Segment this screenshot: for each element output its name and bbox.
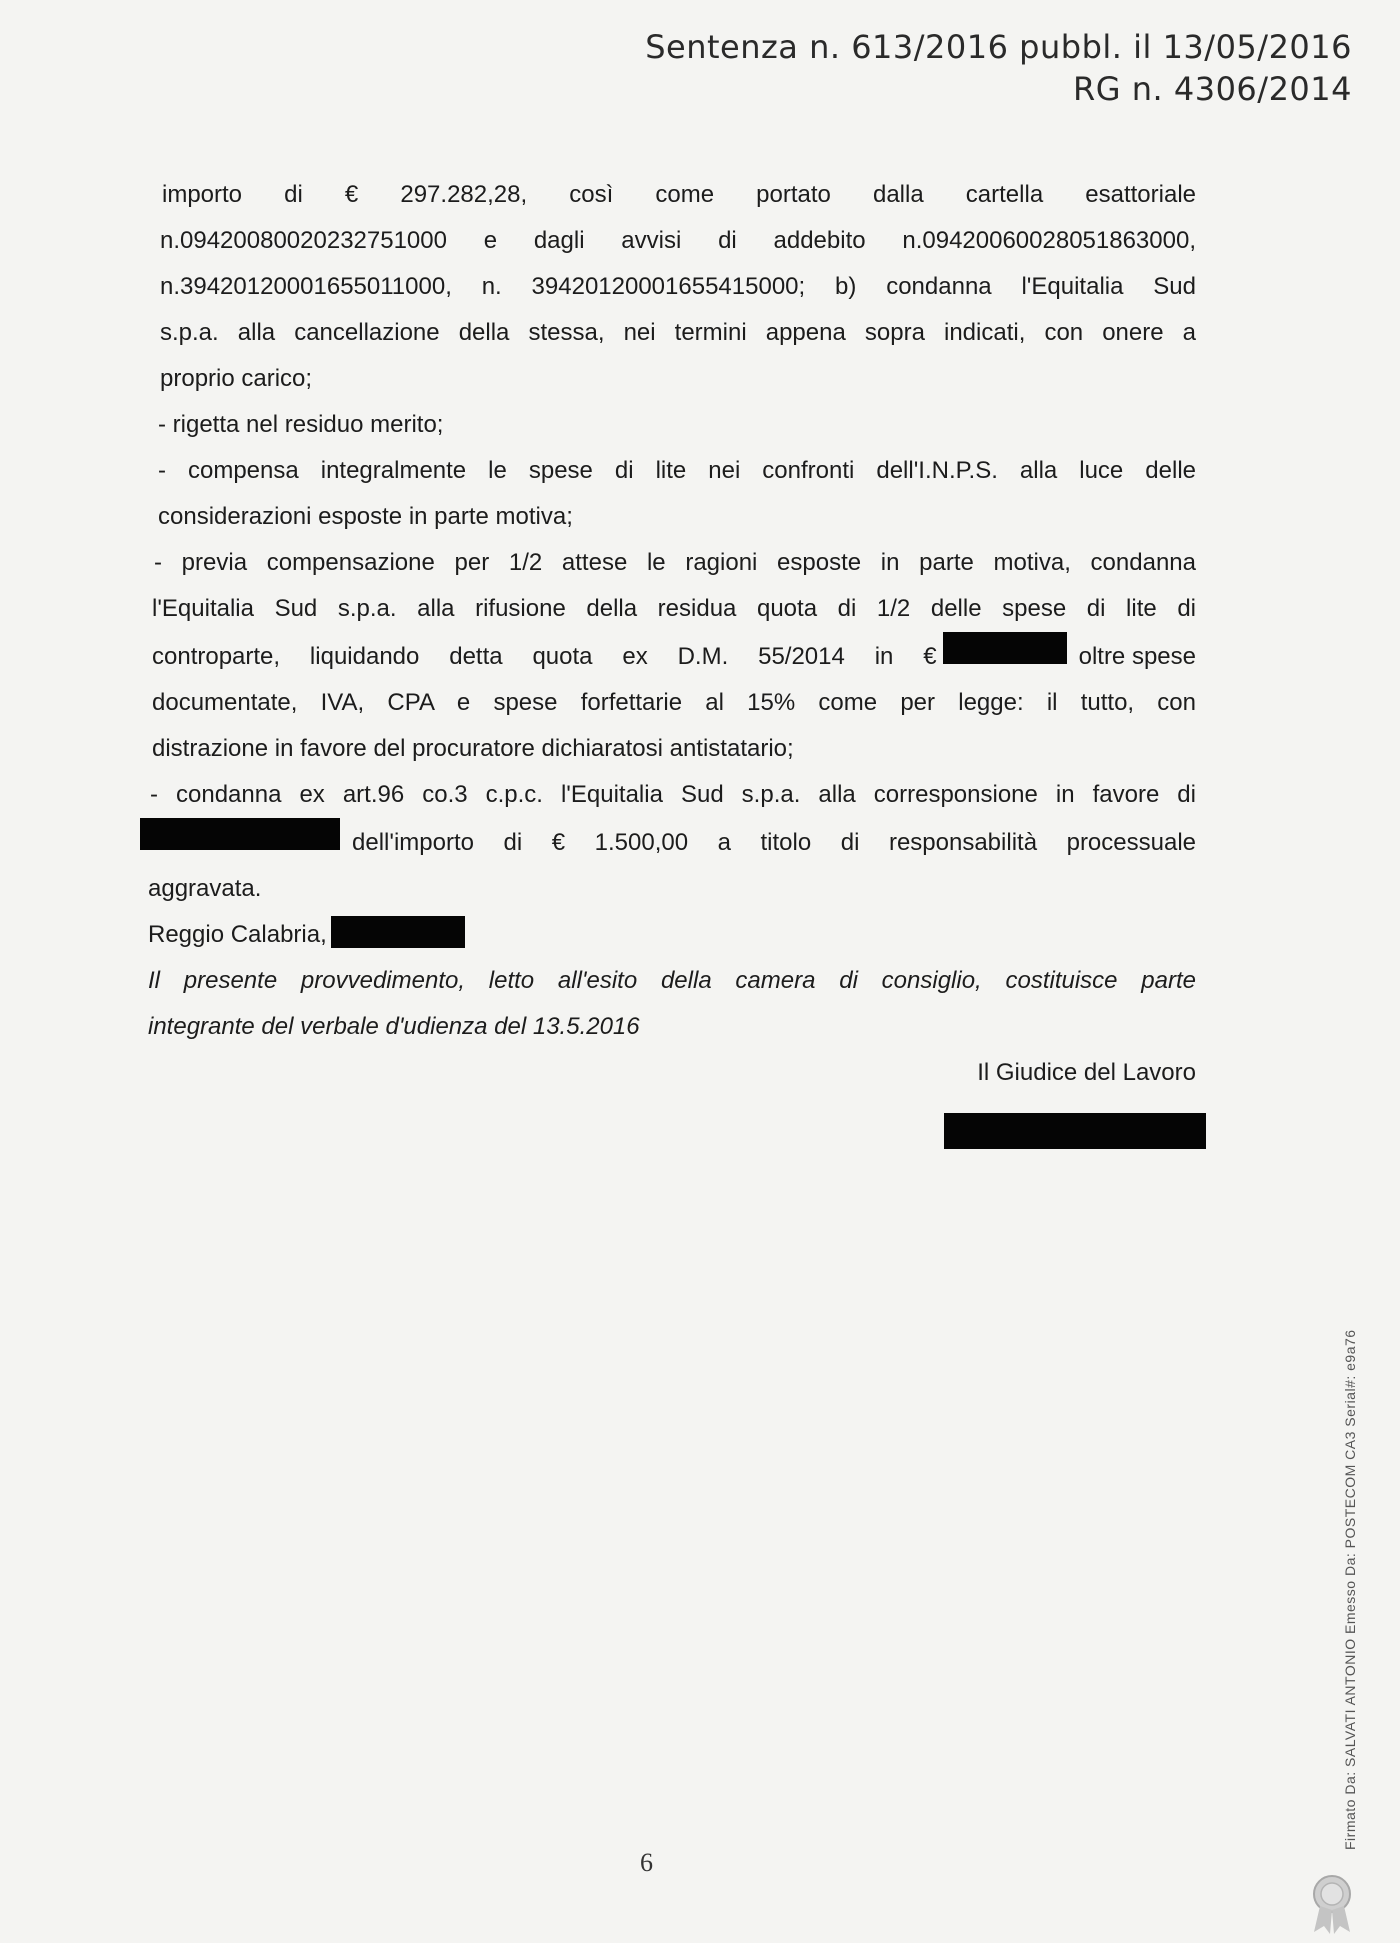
text-line: documentate, IVA, CPA e spese forfettarie al 15% come per legge: il tutto, con: [152, 689, 1196, 716]
text-line-with-redaction: [140, 818, 1196, 866]
document-body: [148, 172, 1196, 1096]
text-line: aggravata.: [148, 875, 262, 902]
case-number: RG n. 4306/2014: [1073, 70, 1352, 108]
seal-ribbon-icon: [1304, 1870, 1360, 1936]
place-label: Reggio Calabria,: [148, 921, 327, 948]
redacted-party-name: [140, 818, 340, 850]
judge-title: Il Giudice del Lavoro: [977, 1059, 1196, 1086]
text-line: l'Equitalia Sud s.p.a. alla rifusione della residua quota di 1/2 delle spese di lite di: [152, 595, 1196, 622]
redacted-date: [331, 916, 465, 948]
redacted-amount: [943, 632, 1067, 664]
text-fragment: dell'importo di € 1.500,00 a titolo di responsabilità processuale: [352, 829, 1196, 856]
place-date-line: [148, 912, 1196, 958]
digital-signature-note: Firmato Da: SALVATI ANTONIO Emesso Da: POSTECOM CA3 Serial#: e9a76: [1342, 1329, 1358, 1850]
text-line-italic: Il presente provvedimento, letto all'esito della camera di consiglio, costituisce parte: [148, 967, 1196, 994]
page-number: 6: [640, 1848, 653, 1877]
text-line: - rigetta nel residuo merito;: [158, 411, 444, 438]
text-line: - previa compensazione per 1/2 attese le ragioni esposte in parte motiva, condanna: [154, 549, 1196, 576]
text-line: - compensa integralmente le spese di lite nei confronti dell'I.N.P.S. alla luce delle: [158, 457, 1196, 484]
text-line: importo di € 297.282,28, così come portato dalla cartella esattoriale: [162, 181, 1196, 208]
text-line-italic: integrante del verbale d'udienza del 13.5.2016: [148, 1013, 640, 1040]
text-fragment: controparte, liquidando detta quota ex D.M. 55/2014 in €: [152, 643, 937, 670]
text-fragment: oltre spese: [1078, 643, 1196, 670]
text-line: n.39420120001655011000, n. 39420120001655415000; b) condanna l'Equitalia Sud: [160, 273, 1196, 300]
redacted-signature: [944, 1113, 1206, 1149]
text-line: considerazioni esposte in parte motiva;: [158, 503, 573, 530]
text-line: distrazione in favore del procuratore dichiaratosi antistatario;: [152, 735, 794, 762]
text-line: s.p.a. alla cancellazione della stessa, nei termini appena sopra indicati, con onere a: [160, 319, 1196, 346]
text-line-with-redaction: [152, 632, 1196, 680]
text-line: proprio carico;: [160, 365, 313, 392]
text-line: - condanna ex art.96 co.3 c.p.c. l'Equitalia Sud s.p.a. alla corresponsione in favore di: [150, 781, 1196, 808]
text-line: n.09420080020232751000 e dagli avvisi di addebito n.09420060028051863000,: [160, 227, 1196, 254]
sentence-reference: Sentenza n. 613/2016 pubbl. il 13/05/2016: [645, 28, 1352, 66]
document-header: [645, 26, 1352, 110]
